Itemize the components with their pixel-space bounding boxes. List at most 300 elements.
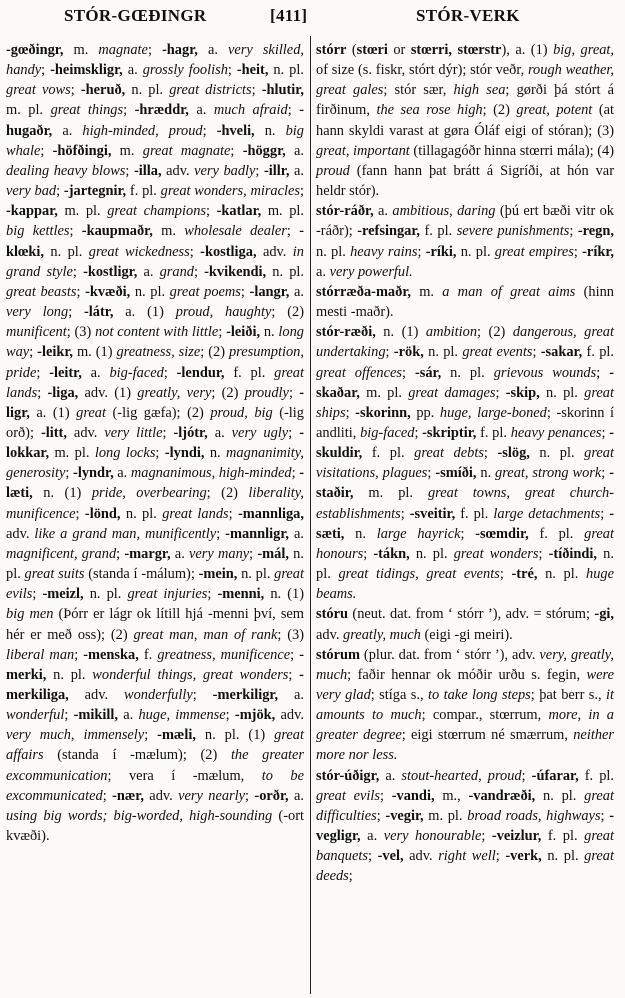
translation: huge, immense	[138, 707, 226, 724]
translation: stout-hearted, proud	[401, 767, 522, 784]
dictionary-entry	[316, 766, 614, 887]
headword: stóru	[316, 606, 348, 623]
entry-text: ;	[379, 787, 392, 804]
translation: great events	[462, 344, 533, 361]
entry-text: ;	[600, 505, 610, 522]
entry-text: ;	[227, 62, 237, 79]
entry-text: ;	[32, 586, 43, 603]
entry-text: ;	[102, 787, 113, 804]
translation: munificent	[6, 324, 67, 341]
entry-text: n. pl.	[130, 283, 170, 300]
page-number: [411]	[270, 6, 308, 25]
translation: great deeds	[316, 848, 614, 885]
entry-text: m. (1)	[73, 344, 117, 361]
translation: wonderful	[6, 707, 65, 724]
headword: -liga,	[47, 384, 79, 401]
entry-text: m.	[152, 223, 185, 240]
entry-text: ; stíga s.,	[370, 687, 428, 703]
headword: -skorinn,	[355, 404, 411, 421]
entry-text: ;	[367, 848, 378, 865]
translation: in grand style	[6, 243, 304, 280]
column-divider	[310, 36, 311, 994]
translation: great ships	[316, 384, 614, 421]
headword: -tré,	[511, 566, 538, 583]
headword: -sakar,	[540, 344, 583, 361]
entry-text: adv.	[68, 687, 125, 703]
headword: -leitr,	[49, 364, 82, 381]
right-guide-word: STÓR-VERK	[416, 6, 520, 25]
entry-text: ;	[345, 404, 356, 421]
entry-text: ;	[202, 122, 217, 139]
entry-text: ;	[300, 183, 304, 200]
headword: -sæti,	[316, 505, 614, 542]
headword: -skuldir,	[316, 424, 614, 462]
entry-text: a.	[188, 102, 214, 119]
translation: great evils	[6, 566, 304, 603]
entry-text: ;	[251, 82, 262, 99]
entry-text: a.	[379, 767, 402, 784]
translation: great evils	[316, 787, 380, 804]
headword: -vegir,	[385, 807, 424, 824]
translation: great tidings, great events	[338, 566, 500, 583]
headword: -lönd,	[84, 505, 121, 522]
translation: high sea	[453, 82, 506, 99]
entry-text: ;	[193, 263, 205, 280]
entry-text: ;	[417, 243, 426, 260]
headword: -nær,	[112, 787, 144, 804]
translation: huge, large-boned	[439, 404, 547, 421]
entry-text: ;	[596, 364, 610, 381]
translation: high-minded, proud	[82, 122, 203, 139]
entry-text: a.	[278, 687, 304, 703]
headword: -langr,	[249, 283, 290, 300]
entry-text: m. pl.	[353, 485, 428, 502]
translation: neither more nor less.	[316, 727, 614, 764]
translation: heavy rains	[350, 243, 418, 260]
entry-text: a.	[373, 203, 393, 220]
entry-text: (standa í -mælum); (2)	[43, 747, 231, 764]
entry-text: f. pl.	[362, 445, 415, 462]
headword: -vandi,	[391, 787, 435, 804]
entry-text: (-lig gæfa); (2)	[106, 404, 211, 421]
translation: great damages	[408, 384, 496, 401]
headword: -merkiligr,	[212, 687, 279, 703]
translation: very honourable	[383, 828, 482, 845]
entry-text: ;	[376, 807, 386, 824]
entry-text: ;	[255, 162, 264, 179]
translation: great banquets	[316, 828, 614, 865]
entry-text: n. pl.	[125, 82, 170, 99]
headword: -tákn,	[373, 545, 410, 562]
translation: big men	[6, 606, 54, 623]
translation: great visitations, plagues	[316, 445, 614, 482]
translation: were very glad	[316, 666, 614, 703]
translation: wonderful things, great wonders	[92, 666, 289, 683]
headword: -lyndi,	[164, 445, 205, 462]
translation: greatness, size	[116, 344, 201, 361]
entry-text: (at hann skyldi varast at gøra Óláf eigi of stóran); (3)	[316, 102, 614, 139]
headword: -hugaðr,	[6, 102, 304, 139]
entry-text: ;	[481, 828, 492, 845]
translation: dealing heavy blows	[6, 162, 126, 179]
entry-text: ;	[385, 344, 394, 361]
entry-text: ;	[41, 62, 51, 79]
headword: -merki,	[6, 646, 304, 683]
headword: stœri	[356, 42, 388, 58]
entry-text: adv. (1)	[78, 384, 138, 401]
translation: very nearly	[178, 787, 246, 804]
headword: -ríki,	[425, 243, 457, 260]
entry-text: f. pl.	[476, 424, 511, 441]
entry-text: (standa í -málum);	[84, 566, 199, 583]
headword: -leiði,	[226, 324, 261, 341]
entry-text: ; -skorinn í andliti,	[316, 404, 614, 441]
entry-text: n. pl.	[268, 62, 304, 79]
translation: grand	[159, 263, 194, 280]
entry-text: ;	[538, 545, 549, 562]
entry-text: n. pl.	[456, 243, 495, 260]
headword: stórum	[316, 646, 360, 663]
translation: great wickedness	[88, 243, 190, 260]
translation: liberal man	[6, 646, 75, 663]
entry-text: ; (3)	[66, 324, 96, 341]
translation: the greater excommunication	[6, 747, 304, 784]
headword: -ligr,	[6, 384, 305, 421]
translation: broad roads, highways	[467, 807, 601, 824]
entry-text: a. (1)	[113, 304, 176, 321]
headword: -ríkr,	[582, 243, 614, 260]
translation: great champions	[107, 203, 206, 220]
entry-text: a.	[288, 787, 304, 804]
headword: stœrri, stœrstr	[410, 42, 502, 58]
translation: greatly, much	[343, 626, 421, 643]
entry-text: n. (1)	[264, 586, 304, 603]
headword: -mannliga,	[238, 505, 304, 522]
entry-text: ;	[400, 505, 410, 522]
entry-text: ;	[427, 465, 436, 482]
translation: proudly	[244, 384, 289, 401]
entry-text: ; (2)	[477, 324, 513, 341]
entry-text: or	[387, 42, 411, 58]
headword: -menni,	[217, 586, 265, 603]
entry-text: ; (2)	[200, 344, 229, 361]
entry-text: adv.	[66, 424, 105, 441]
entry-text: a.	[207, 424, 232, 441]
translation: great magnate	[142, 142, 231, 159]
translation: it amounts to much	[316, 687, 614, 724]
headword: -illa,	[133, 162, 162, 179]
entry-text: ;	[225, 707, 235, 724]
headword: -slög,	[497, 445, 530, 462]
entry-text: a.	[197, 42, 228, 58]
entry-text: ;	[36, 364, 50, 381]
dictionary-entry	[316, 645, 614, 766]
entry-text: f. pl.	[455, 505, 494, 522]
headword: -vandræði,	[468, 787, 536, 804]
entry-text: adv.	[6, 525, 35, 542]
headword: -hlutir,	[261, 82, 304, 99]
translation: great, strong work	[495, 465, 602, 482]
entry-text: ;	[401, 364, 415, 381]
entry-text: ; (3)	[277, 626, 304, 643]
translation: very bad	[6, 183, 57, 200]
entry-text: n. pl.	[6, 545, 304, 583]
translation: great affairs	[6, 727, 304, 764]
entry-text: n. (1)	[375, 324, 426, 341]
translation: huge beams.	[316, 566, 614, 603]
entry-text: (-lig orð);	[6, 404, 304, 441]
headword: -verk,	[505, 848, 542, 865]
entry-text: ;	[363, 545, 374, 562]
translation: great lands	[6, 364, 304, 401]
entry-text: ;	[29, 344, 38, 361]
headword: -hveli,	[216, 122, 255, 139]
translation: dangerous, great undertaking	[316, 324, 614, 361]
translation: pride, overbearing	[91, 485, 207, 502]
entry-text: ;	[291, 465, 300, 482]
entry-text: ;	[601, 424, 610, 441]
entry-text: ;	[483, 445, 498, 462]
entry-text: ;	[230, 142, 243, 159]
entry-text: a.	[289, 283, 304, 300]
entry-text: a.	[289, 525, 304, 542]
translation: great beasts	[6, 283, 77, 300]
entry-text: (Þórr er lágr ok lítill hjá -menni því, sem hér er með oss); (2)	[6, 606, 304, 643]
entry-text: ;	[228, 505, 238, 522]
headword: -höfðingi,	[52, 142, 112, 159]
translation: heavy penances	[510, 424, 602, 441]
translation: grievous wounds	[493, 364, 597, 381]
translation: great things	[50, 102, 124, 119]
headword: -kappar,	[6, 203, 58, 220]
entry-text: ;	[288, 424, 300, 441]
entry-text: ;	[532, 344, 541, 361]
headword: -gœðingr,	[6, 42, 64, 58]
dictionary-entry	[316, 40, 614, 201]
entry-text: ; compar., stœrrum,	[421, 707, 549, 724]
translation: great difficulties	[316, 787, 614, 824]
translation: presumption, pride	[6, 344, 304, 381]
entry-text: ;	[56, 183, 64, 200]
entry-text: ;	[499, 566, 512, 583]
headword: -veizlur,	[491, 828, 542, 845]
entry-text: ;	[286, 223, 300, 240]
entry-text: ; (2)	[482, 102, 517, 119]
headword: -meizl,	[42, 586, 84, 603]
entry-text: m.,	[434, 787, 469, 804]
entry-text: m. pl.	[6, 102, 51, 119]
entry-text: ;	[123, 102, 135, 119]
entry-text: adv.	[143, 787, 179, 804]
translation: very many	[189, 545, 250, 562]
translation: great lands	[162, 505, 229, 522]
translation: a man of great aims	[442, 283, 576, 300]
entry-text: m. pl.	[359, 384, 409, 401]
translation: very skilled, handy	[6, 42, 304, 79]
headword: -margr,	[124, 545, 171, 562]
entry-text: of size (s. fiskr, stórt dýr); stór veðr,	[316, 62, 528, 79]
translation: great injuries	[127, 586, 208, 603]
translation: grossly foolish	[142, 62, 228, 79]
entry-text: n. pl.	[409, 545, 454, 562]
entry-text: ;	[216, 525, 226, 542]
entry-text: ;	[163, 364, 177, 381]
entry-text: n. pl.	[316, 243, 351, 260]
translation: great, important	[316, 142, 410, 159]
translation: great man, man of rank	[133, 626, 278, 643]
entry-text: a.	[285, 142, 304, 159]
entry-text: a.	[360, 828, 384, 845]
headword: -illr,	[263, 162, 290, 179]
entry-text: ;	[189, 243, 201, 260]
headword: -smíði,	[435, 465, 477, 482]
headword: -skriptir,	[422, 424, 477, 441]
entry-text: n. pl.	[423, 344, 463, 361]
translation: large detachments	[493, 505, 601, 522]
entry-text: (þú ert bæði vitr ok -ráðr);	[316, 203, 614, 240]
entry-text: n. pl.	[44, 243, 89, 260]
headword: stórr	[316, 42, 347, 58]
translation: big-faced	[109, 364, 164, 381]
translation: much afraid	[213, 102, 288, 119]
translation: to be excommunicated	[6, 767, 305, 804]
headword: stór-úðigr,	[316, 767, 380, 784]
entry-text: ;	[601, 465, 610, 482]
headword: -skip,	[505, 384, 540, 401]
entry-text: a. (1)	[29, 404, 77, 421]
translation: long locks	[94, 445, 156, 462]
translation: magnanimity, generosity	[6, 445, 304, 482]
entry-text: n. pl.	[120, 505, 163, 522]
entry-text: ;	[569, 223, 578, 240]
entry-text: ; faðir hennar ok móðir urðu s. fegin,	[347, 666, 587, 683]
headword: -heimskligr,	[50, 62, 123, 79]
translation: great suits	[24, 566, 85, 583]
entry-text: ;	[218, 324, 227, 341]
entry-text: m. pl.	[57, 203, 108, 220]
translation: very long	[6, 304, 69, 321]
translation: like a grand man, munificently	[34, 525, 217, 542]
entry-text: ; gørði þá stórt á firðinum,	[316, 82, 614, 119]
entry-text: a.	[52, 122, 83, 139]
entry-text: ;	[288, 384, 300, 401]
translation: proud, haughty	[175, 304, 272, 321]
entry-text: ;	[72, 263, 84, 280]
translation: big-faced	[360, 424, 415, 441]
headword: -látr,	[84, 304, 114, 321]
entry-text: pp.	[410, 404, 440, 421]
entry-text: (tillagagóðr hinna stœrri mála); (4)	[409, 142, 615, 159]
headword: -heruð,	[80, 82, 126, 99]
dictionary-entry	[316, 201, 614, 282]
headword: stór-ræði,	[316, 324, 376, 341]
entry-text: m.	[63, 42, 99, 58]
entry-text: m. pl.	[423, 807, 468, 824]
entry-text: ; (2)	[206, 485, 249, 502]
translation: big whale	[6, 122, 304, 159]
entry-text: ;	[249, 545, 258, 562]
entry-text: ; eigi stœrrum né smærrum,	[401, 727, 574, 744]
entry-text: a.	[170, 545, 190, 562]
entry-text: ;	[155, 445, 165, 462]
translation: magnanimous, high-minded	[130, 465, 292, 482]
left-guide-word: STÓR-GŒÐINGR	[64, 6, 207, 25]
entry-text: ;	[207, 586, 218, 603]
entry-text: n.	[260, 324, 279, 341]
entry-text: a.	[289, 162, 304, 179]
headword: -vel,	[377, 848, 404, 865]
entry-text: ;	[147, 42, 163, 58]
entry-text: ; (2)	[211, 384, 245, 401]
translation: great, potent	[516, 102, 593, 119]
entry-text: ;	[348, 868, 353, 885]
entry-text: (eigi -gi meiri).	[420, 626, 513, 643]
headword: -kostliga,	[200, 243, 257, 260]
translation: ambition	[425, 324, 478, 341]
entry-text: ;	[75, 505, 85, 522]
entry-text: m. pl.	[261, 203, 304, 220]
headword: -heit,	[236, 62, 269, 79]
entry-text: n. pl.	[535, 787, 585, 804]
entry-text: ;	[600, 807, 610, 824]
headword: -hræddr,	[134, 102, 189, 119]
entry-text: f. pl.	[126, 183, 161, 200]
entry-text: ;	[64, 707, 74, 724]
entry-text: ; þat berr s.,	[530, 687, 606, 703]
entry-text: ), a. (1)	[501, 42, 554, 58]
headword: -sár,	[414, 364, 442, 381]
entry-text: m.	[111, 142, 143, 159]
headword: -menska,	[83, 646, 139, 663]
headword: -kvikendi,	[204, 263, 267, 280]
translation: greatness, munificence	[157, 646, 291, 663]
translation: great	[76, 404, 106, 421]
entry-text: a.	[122, 62, 143, 79]
translation: very powerful.	[329, 263, 413, 280]
headword: -sœmdir,	[475, 525, 529, 542]
translation: great wonders	[453, 545, 539, 562]
entry-text: ;	[37, 384, 48, 401]
left-column	[6, 40, 304, 846]
translation: liberality, munificence	[6, 485, 304, 522]
entry-text: n. (1)	[32, 485, 92, 502]
entry-text: a.	[137, 263, 160, 280]
headword: -vegligr,	[316, 807, 614, 845]
entry-text: ;	[460, 525, 476, 542]
headword: -kostligr,	[83, 263, 138, 280]
translation: very little	[104, 424, 163, 441]
translation: very ugly	[231, 424, 289, 441]
translation: great debts	[414, 445, 484, 462]
entry-text: ;	[521, 767, 532, 784]
entry-text: n. pl.	[539, 384, 585, 401]
headword: -regn,	[577, 223, 614, 240]
translation: magnificent, grand	[6, 545, 117, 562]
translation: proud, big	[210, 404, 273, 421]
entry-text: a.	[118, 707, 139, 724]
headword: -mál,	[257, 545, 289, 562]
entry-text: m.	[410, 283, 443, 300]
headword: -leikr,	[37, 344, 73, 361]
headword: -gi,	[594, 606, 614, 623]
right-column	[316, 40, 614, 887]
translation: rough weather, great gales	[316, 62, 615, 99]
headword: -staðir,	[316, 465, 614, 502]
translation: great vows	[6, 82, 71, 99]
headword: -læti,	[6, 465, 304, 502]
headword: -mannligr,	[225, 525, 290, 542]
entry-text: n. pl.	[266, 263, 304, 280]
